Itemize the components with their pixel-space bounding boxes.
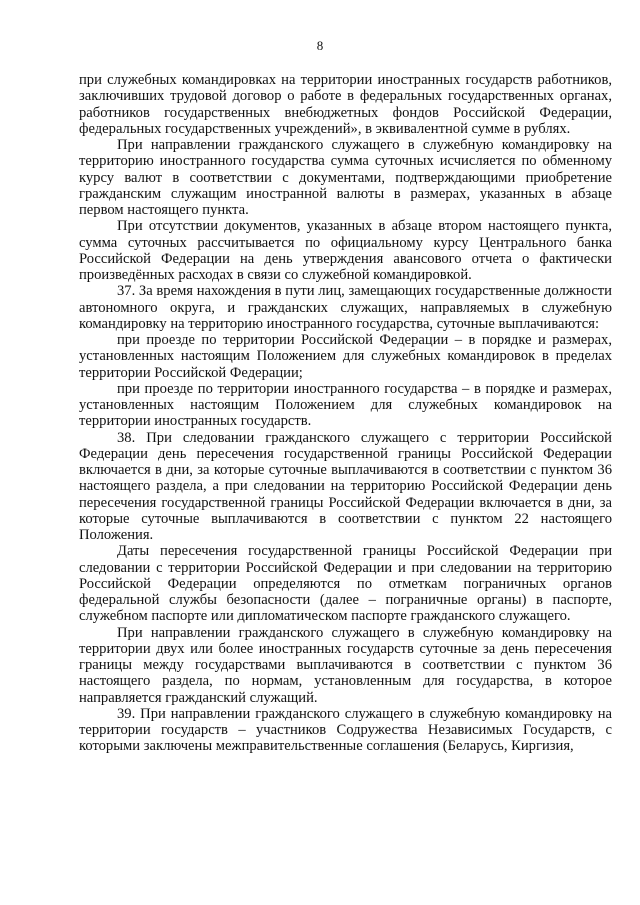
paragraph-item-37-russia: при проезде по территории Российской Федерации – в порядке и размерах, установленных настоящим Положением для служебных командировок в пределах территории Российской Федерации; (79, 332, 612, 381)
paragraph-item-38: 38. При следовании гражданского служащего с территории Российской Федерации день пересечения государственной границы Российской Федерации включается в дни, за которые суточные выплачиваются в соответствии с пунктом 36 настоящего раздела, а при следовании на территорию Российской Федерации день пересечения государственной границы Российской Федерации включается в дни, за которые суточные выплачиваются в соответствии с пунктом 22 настоящего Положения. (79, 429, 612, 543)
paragraph-border-dates: Даты пересечения государственной границы Российской Федерации при следовании с территории Российской Федерации и при следовании на территорию Российской Федерации определяются по отметкам пограничных органов федеральной службы безопасности (далее – пограничные органы) в паспорте, служебном паспорте или дипломатическом паспорте гражданского служащего. (79, 543, 612, 625)
paragraph-item-37-foreign: при проезде по территории иностранного государства – в порядке и размерах, установленных настоящим Положением для служебных командировок на территории иностранных государств. (79, 380, 612, 430)
paragraph-item-39: 39. При направлении гражданского служащего в служебную командировку на территории государств – участников Содружества Независимых Государств, с которыми заключены межправительственные соглашения (Беларусь, Киргизия, (79, 705, 612, 755)
paragraph-no-documents: При отсутствии документов, указанных в абзаце втором настоящего пункта, сумма суточных рассчитывается по официальному курсу Центрального банка Российской Федерации на день утверждения авансового отчета о фактически произведённых расходах в связи со служебной командировкой. (79, 218, 612, 283)
document-body (79, 72, 612, 755)
paragraph-item-37: 37. За время нахождения в пути лиц, замещающих государственные должности автономного округа, и гражданских служащих, направляемых в служебную командировку на территорию иностранного государства, суточные выплачиваются: (79, 283, 612, 332)
paragraph-continuation: при служебных командировках на территории иностранных государств работников, заключивших трудовой договор о работе в федеральных государственных органах, работников государственных внебюджетных фондов Российской Федерации, федеральных государственных учреждений», в эквивалентной сумме в рублях. (79, 72, 612, 137)
paragraph-multiple-states: При направлении гражданского служащего в служебную командировку на территории двух или более иностранных государств суточные за день пересечения границы между государствами выплачиваются в соответствии с пунктом 36 настоящего раздела, по нормам, установленным для государства, в которое направляется гражданский служащий. (79, 624, 612, 706)
page-number: 8 (316, 38, 324, 53)
paragraph-currency-exchange: При направлении гражданского служащего в служебную командировку на территорию иностранного государства сумма суточных исчисляется по обменному курсу валют в соответствии с документами, подтверждающими приобретение гражданским служащим иностранной валюты в размерах, указанных в абзаце первом настоящего пункта. (79, 137, 612, 218)
